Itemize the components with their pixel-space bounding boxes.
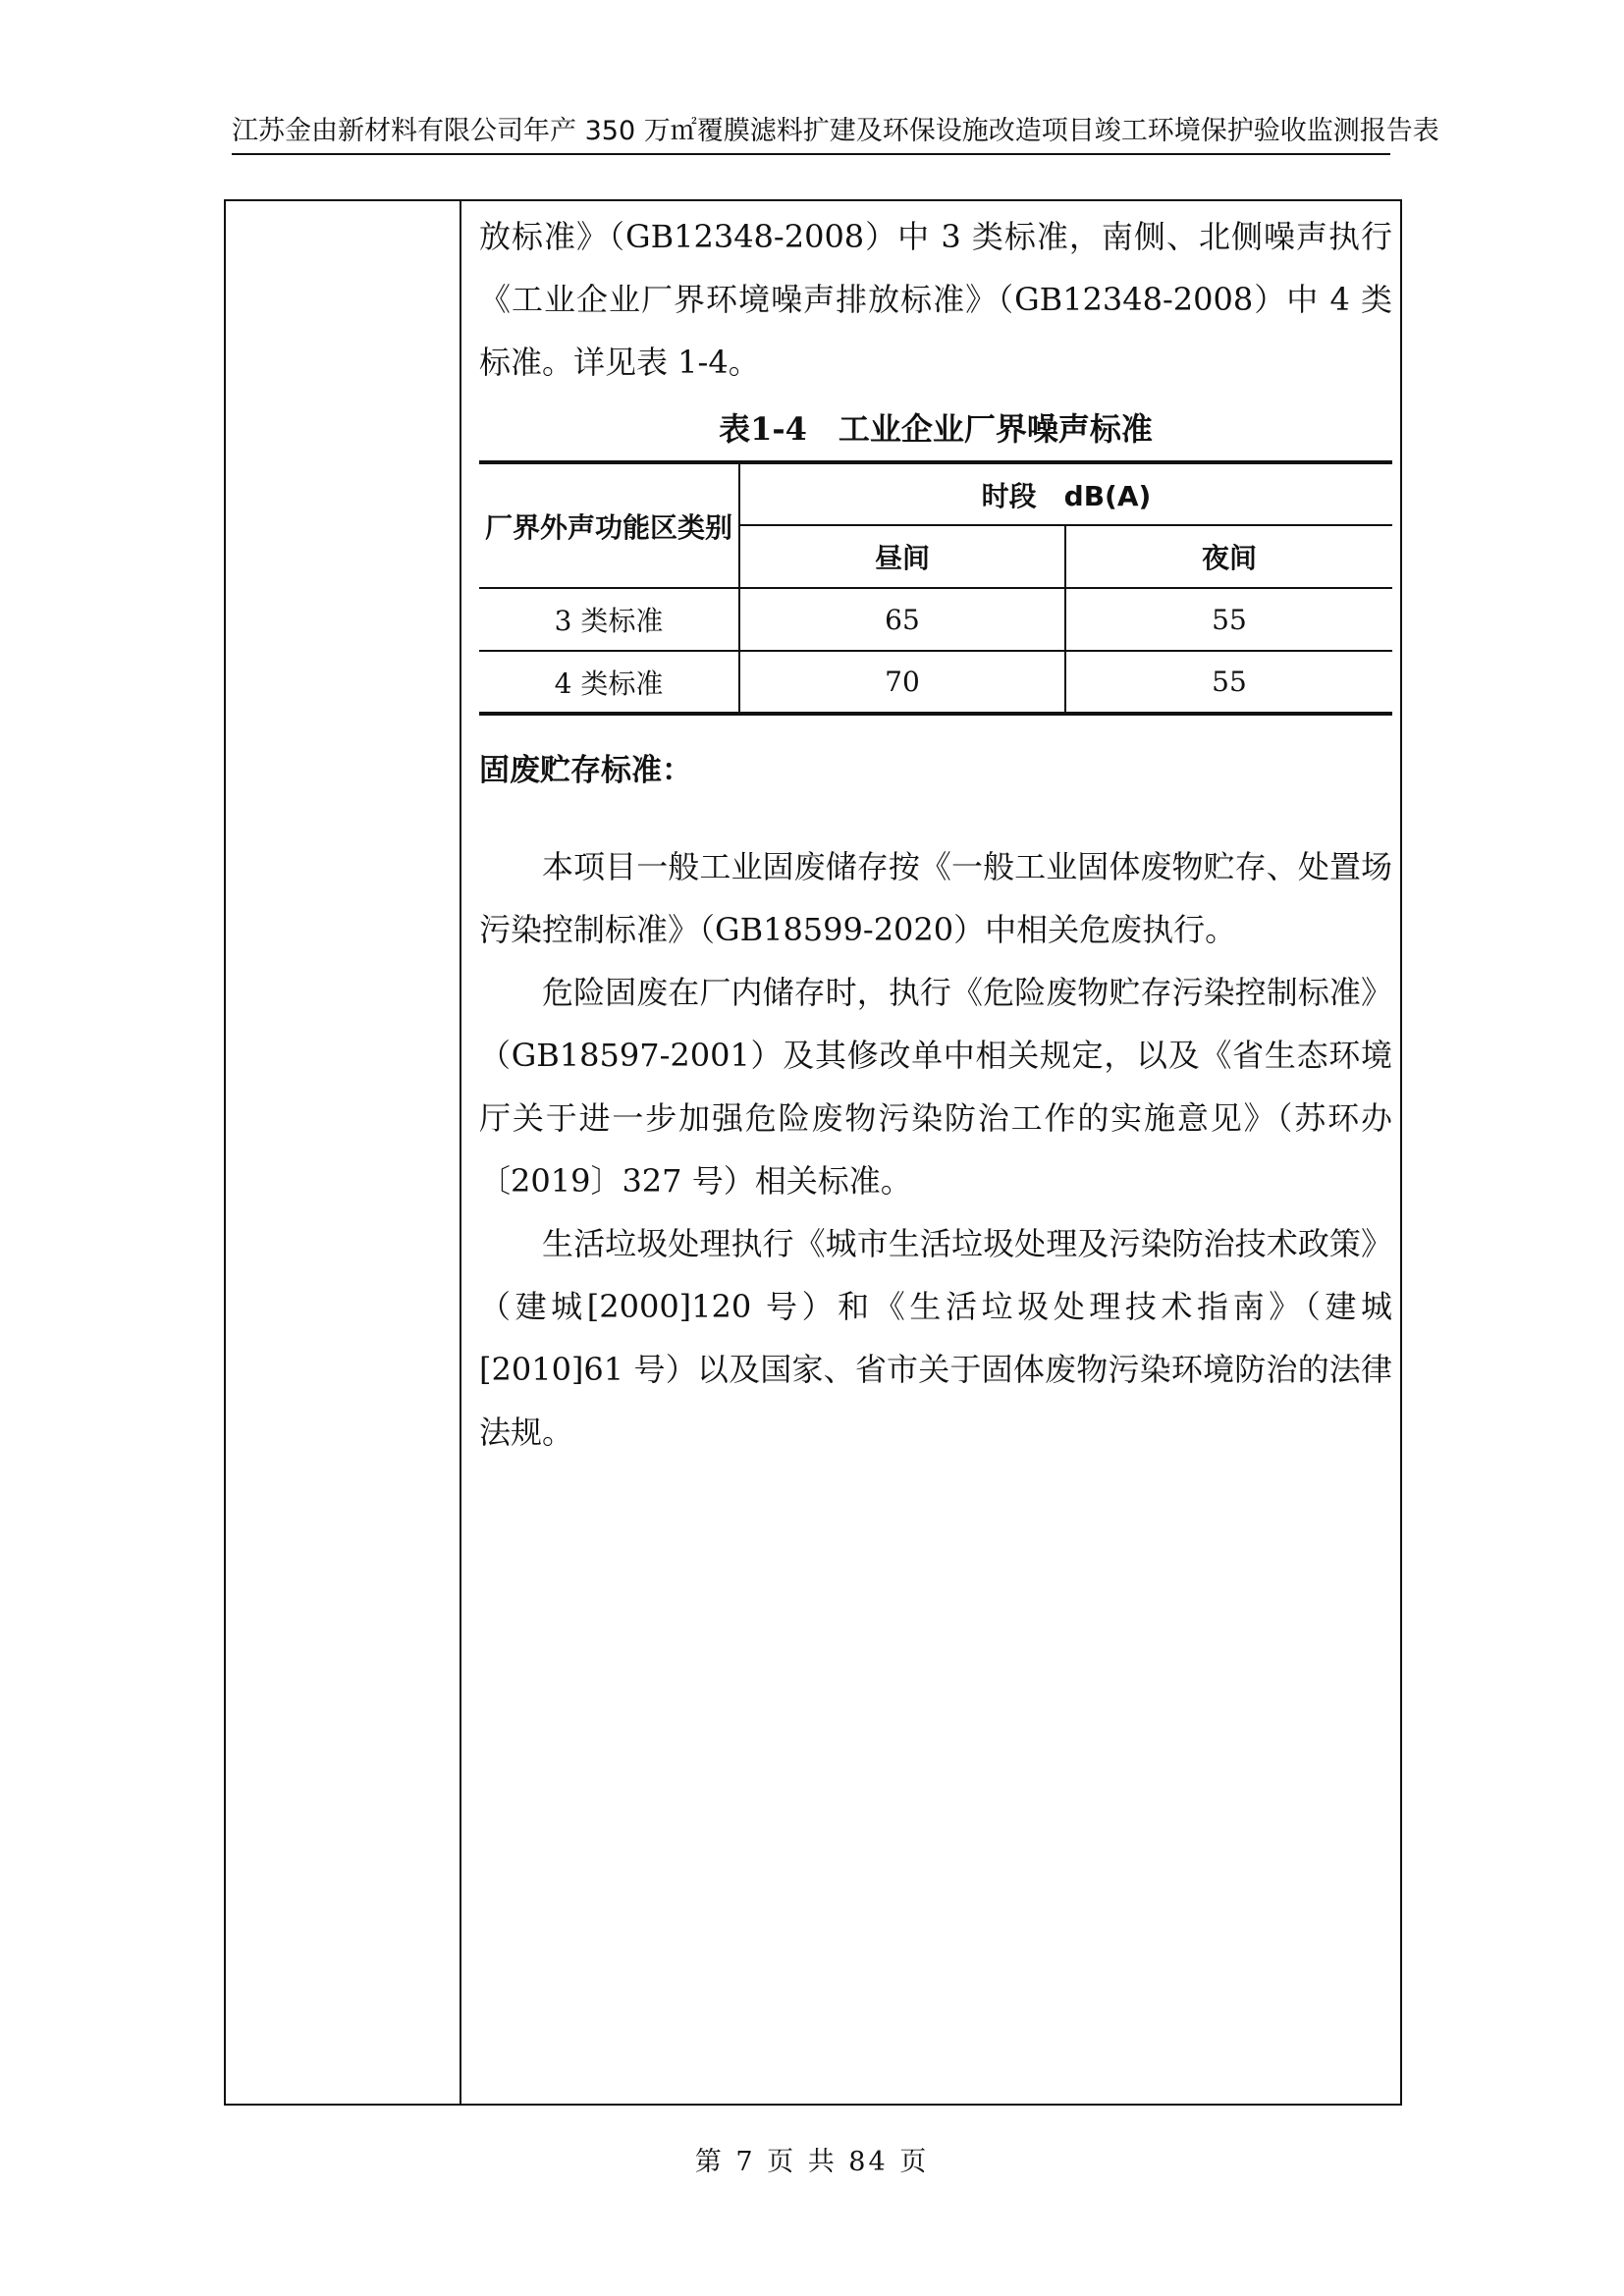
table-row (479, 588, 1392, 651)
table-header-day: 昼间 (739, 525, 1065, 588)
table-row (479, 651, 1392, 714)
section-body (479, 835, 1392, 1464)
section-heading: 固废贮存标准： (479, 753, 692, 788)
paragraph: 生活垃圾处理执行《城市生活垃圾处理及污染防治技术政策》（建城[2000]120 号）和《生活垃圾处理技术指南》（建城[2010]61 号）以及国家、省市关于固体废物污染环境防治的法律法规。 (479, 1225, 1392, 1451)
table-cell-category: 3 类标准 (479, 588, 739, 651)
table-header-category: 厂界外声功能区类别 (479, 462, 739, 588)
table-header-period: 时段 dB(A) (739, 462, 1392, 525)
continued-paragraph: 放标准》（GB12348-2008）中 3 类标准，南侧、北侧噪声执行《工业企业厂界环境噪声排放标准》（GB12348-2008）中 4 类标准。详见表 1-4。 (479, 218, 1392, 381)
page-number: 第 7 页 共 84 页 (694, 2147, 930, 2177)
paragraph: 本项目一般工业固废储存按《一般工业固体废物贮存、处置场污染控制标准》（GB18599-2020）中相关危废执行。 (479, 848, 1392, 948)
table-cell-day: 65 (739, 588, 1065, 651)
report-header: 江苏金由新材料有限公司年产 350 万㎡覆膜滤料扩建及环保设施改造项目竣工环境保护验收监测报告表 (232, 110, 1390, 155)
noise-standard-table (479, 460, 1392, 716)
table-header-night: 夜间 (1065, 525, 1392, 588)
table-cell-day: 70 (739, 651, 1065, 714)
paragraph: 危险固废在厂内储存时，执行《危险废物贮存污染控制标准》（GB18597-2001）及其修改单中相关规定，以及《省生态环境厅关于进一步加强危险废物污染防治工作的实施意见》（苏环办〔2019〕327 号）相关标准。 (479, 974, 1392, 1200)
table-cell-night: 55 (1065, 651, 1392, 714)
table-cell-category: 4 类标准 (554, 667, 664, 700)
table-cell-night: 55 (1065, 588, 1392, 651)
report-frame (224, 199, 1402, 2106)
left-column (226, 201, 461, 2104)
table-caption: 表1-4 工业企业厂界噪声标准 (719, 410, 1153, 448)
